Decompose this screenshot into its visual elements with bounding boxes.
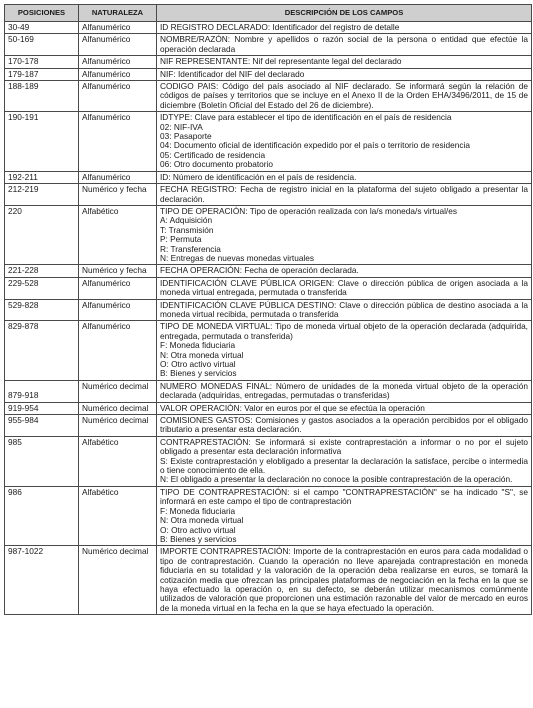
table-row bbox=[5, 184, 532, 206]
cell-naturaleza: Alfanumérico bbox=[79, 22, 157, 34]
cell-posiciones: 212-219 bbox=[5, 184, 79, 206]
field-description: FECHA REGISTRO: Fecha de registro inicial en la plataforma del sujeto obligado a presentar la declaración. bbox=[160, 184, 528, 204]
cell-naturaleza: Alfanumérico bbox=[79, 277, 157, 299]
cell-descripcion bbox=[157, 415, 532, 437]
table-row bbox=[5, 321, 532, 380]
cell-descripcion bbox=[157, 81, 532, 112]
cell-naturaleza: Alfabético bbox=[79, 436, 157, 486]
cell-posiciones: 919-954 bbox=[5, 402, 79, 414]
cell-naturaleza: Alfanumérico bbox=[79, 81, 157, 112]
cell-descripcion bbox=[157, 34, 532, 56]
cell-posiciones: 221-228 bbox=[5, 265, 79, 277]
table-row bbox=[5, 486, 532, 545]
cell-naturaleza: Alfabético bbox=[79, 205, 157, 264]
cell-naturaleza: Alfanumérico bbox=[79, 321, 157, 380]
cell-naturaleza: Numérico decimal bbox=[79, 402, 157, 414]
table-row bbox=[5, 34, 532, 56]
cell-posiciones: 170-178 bbox=[5, 56, 79, 68]
field-description: CODIGO PAIS: Código del país asociado al NIF declarado. Se informará según la relación de códigos de países y territorios que se incluye en el Anexo II de la Orden EHA/3496/2011, de 15 de diciembre (Boletín Oficial del Estado del 26 de diciembre). bbox=[160, 81, 528, 110]
cell-naturaleza: Numérico decimal bbox=[79, 380, 157, 402]
cell-posiciones: 50-169 bbox=[5, 34, 79, 56]
table-row bbox=[5, 415, 532, 437]
cell-descripcion bbox=[157, 436, 532, 486]
field-option: P: Permuta bbox=[160, 234, 202, 245]
field-option: T: Transmisión bbox=[160, 224, 214, 235]
cell-descripcion bbox=[157, 486, 532, 545]
field-option: 06: Otro documento probatorio bbox=[160, 159, 273, 170]
field-description: IDENTIFICACIÓN CLAVE PÚBLICA DESTINO: Clave o dirección pública de destino asociada a la moneda virtual recibida, permutada o transferida bbox=[160, 299, 528, 319]
header-descripcion: DESCRIPCIÓN DE LOS CAMPOS bbox=[157, 5, 532, 22]
cell-posiciones: 985 bbox=[5, 436, 79, 486]
cell-posiciones: 955-984 bbox=[5, 415, 79, 437]
cell-descripcion bbox=[157, 265, 532, 277]
table-header-row bbox=[5, 5, 532, 22]
cell-posiciones: 879-918 bbox=[5, 380, 79, 402]
field-option: 05: Certificado de residencia bbox=[160, 149, 266, 160]
cell-naturaleza: Numérico y fecha bbox=[79, 184, 157, 206]
cell-naturaleza: Alfanumérico bbox=[79, 34, 157, 56]
field-option: R: Transferencia bbox=[160, 243, 221, 254]
table-row bbox=[5, 299, 532, 321]
field-option: 03: Pasaporte bbox=[160, 131, 212, 142]
field-option: 02: NIF-IVA bbox=[160, 121, 203, 132]
field-description: ID: Número de identificación en el país de residencia. bbox=[160, 171, 357, 182]
field-option: N: Otra moneda virtual bbox=[160, 349, 244, 360]
field-description: TIPO DE MONEDA VIRTUAL: Tipo de moneda virtual objeto de la operación declarada (adquirida, entregada, permutada o transferida) bbox=[160, 321, 528, 341]
cell-posiciones: 829-878 bbox=[5, 321, 79, 380]
field-description: IMPORTE CONTRAPRESTACIÓN: Importe de la contraprestación en euros para cada modalidad o tipo de contraprestación. Cuando la operación no lleve aparejada contraprestación en moneda fiduciaria en su totalidad y la valoración de la operación deba realizarse en euros, se tomará la cotización media que ofrezcan las principales plataformas de negociación en la fecha en la que se haya efectuado la operación o, en su defecto, se deberán utilizar mecanismos comúnmente utilizados de valoración que proporcionen una estimación razonable del valor de mercado en euros de la moneda virtual en la fecha en la que se haya efectuado la operación. bbox=[160, 546, 528, 613]
cell-naturaleza: Numérico y fecha bbox=[79, 265, 157, 277]
table-row bbox=[5, 205, 532, 264]
cell-naturaleza: Alfanumérico bbox=[79, 171, 157, 183]
field-option: A: Adquisición bbox=[160, 215, 213, 226]
field-description: COMISIONES GASTOS: Comisiones y gastos asociados a la operación percibidos por el obligado tributario a presentar esta declaración. bbox=[160, 415, 528, 435]
cell-posiciones: 229-528 bbox=[5, 277, 79, 299]
field-option: N: Entregas de nuevas monedas virtuales bbox=[160, 252, 315, 263]
field-option: N: Otra moneda virtual bbox=[160, 515, 244, 526]
cell-descripcion bbox=[157, 402, 532, 414]
field-description: FECHA OPERACIÓN: Fecha de operación declarada. bbox=[160, 265, 359, 276]
table-row bbox=[5, 436, 532, 486]
fields-table bbox=[4, 4, 532, 615]
cell-posiciones: 987-1022 bbox=[5, 546, 79, 615]
table-row bbox=[5, 380, 532, 402]
cell-posiciones: 188-189 bbox=[5, 81, 79, 112]
field-option: N: El obligado a presentar la declaración no conoce la posible contraprestación de la operación. bbox=[160, 474, 513, 485]
table-body bbox=[5, 22, 532, 615]
cell-posiciones: 220 bbox=[5, 205, 79, 264]
field-description: IDTYPE: Clave para establecer el tipo de identificación en el país de residencia bbox=[160, 112, 452, 123]
cell-descripcion bbox=[157, 22, 532, 34]
cell-descripcion bbox=[157, 546, 532, 615]
cell-posiciones: 179-187 bbox=[5, 68, 79, 80]
cell-posiciones: 30-49 bbox=[5, 22, 79, 34]
field-description: ID REGISTRO DECLARADO: Identificador del registro de detalle bbox=[160, 22, 400, 32]
cell-posiciones: 986 bbox=[5, 486, 79, 545]
cell-descripcion bbox=[157, 56, 532, 68]
cell-descripcion bbox=[157, 299, 532, 321]
cell-naturaleza: Numérico decimal bbox=[79, 415, 157, 437]
cell-descripcion bbox=[157, 205, 532, 264]
cell-descripcion bbox=[157, 277, 532, 299]
header-naturaleza: NATURALEZA bbox=[79, 5, 157, 22]
table-row bbox=[5, 68, 532, 80]
cell-descripcion bbox=[157, 68, 532, 80]
field-description: NIF: Identificador del NIF del declarado bbox=[160, 68, 305, 79]
field-option: B: Bienes y servicios bbox=[160, 533, 237, 544]
table-row bbox=[5, 112, 532, 171]
cell-descripcion bbox=[157, 380, 532, 402]
cell-descripcion bbox=[157, 171, 532, 183]
cell-naturaleza: Alfanumérico bbox=[79, 112, 157, 171]
field-option: 04: Documento oficial de identificación expedido por el país o territorio de residencia bbox=[160, 140, 470, 151]
cell-descripcion bbox=[157, 321, 532, 380]
table-row bbox=[5, 81, 532, 112]
table-row bbox=[5, 277, 532, 299]
field-description: NOMBRE/RAZÓN: Nombre y apellidos o razón social de la persona o entidad que efectúe la operación declarada bbox=[160, 34, 528, 54]
field-option: O: Otro activo virtual bbox=[160, 359, 236, 369]
field-option: B: Bienes y servicios bbox=[160, 368, 237, 379]
field-option: F: Moneda fiduciaria bbox=[160, 340, 236, 351]
cell-naturaleza: Alfanumérico bbox=[79, 56, 157, 68]
field-description: TIPO DE CONTRAPRESTACIÓN: si el campo "CONTRAPRESTACIÓN" se ha indicado "S", se informará en este campo el tipo de contraprestación bbox=[160, 486, 528, 507]
table-row bbox=[5, 22, 532, 34]
field-description: CONTRAPRESTACIÓN: Se informará si existe contraprestación a informar o no por el sujeto obligado a presentar esta declaración informativa bbox=[160, 436, 528, 457]
table-row bbox=[5, 171, 532, 183]
cell-posiciones: 529-828 bbox=[5, 299, 79, 321]
field-option: F: Moneda fiduciaria bbox=[160, 505, 236, 516]
cell-posiciones: 192-211 bbox=[5, 171, 79, 183]
cell-descripcion bbox=[157, 112, 532, 171]
field-description: NUMERO MONEDAS FINAL: Número de unidades de la moneda virtual objeto de la operación declarada (adquiridas, entregadas, permutadas o transferidas) bbox=[160, 380, 528, 401]
table-row bbox=[5, 56, 532, 68]
field-option: S: Existe contraprestación y elobligado a presentar la declaración la satisface, percibe o intermedia o tiene conocimiento de ella. bbox=[160, 455, 528, 476]
table-row bbox=[5, 546, 532, 615]
cell-posiciones: 190-191 bbox=[5, 112, 79, 171]
cell-naturaleza: Alfanumérico bbox=[79, 68, 157, 80]
cell-naturaleza: Alfabético bbox=[79, 486, 157, 545]
field-description: IDENTIFICACIÓN CLAVE PÚBLICA ORIGEN: Clave o dirección pública de origen asociada a la moneda virtual entregada, permutada o transferida bbox=[160, 277, 528, 298]
field-description: VALOR OPERACIÓN: Valor en euros por el que se efectúa la operación bbox=[160, 402, 425, 413]
field-option: O: Otro activo virtual bbox=[160, 524, 236, 535]
field-description: NIF REPRESENTANTE: Nif del representante legal del declarado bbox=[160, 56, 402, 67]
cell-descripcion bbox=[157, 184, 532, 206]
header-posiciones: POSICIONES bbox=[5, 5, 79, 22]
table-row bbox=[5, 402, 532, 414]
cell-naturaleza: Numérico decimal bbox=[79, 546, 157, 615]
field-description: TIPO DE OPERACIÓN: Tipo de operación realizada con la/s moneda/s virtual/es bbox=[160, 205, 457, 216]
cell-naturaleza: Alfanumérico bbox=[79, 299, 157, 321]
table-row bbox=[5, 265, 532, 277]
